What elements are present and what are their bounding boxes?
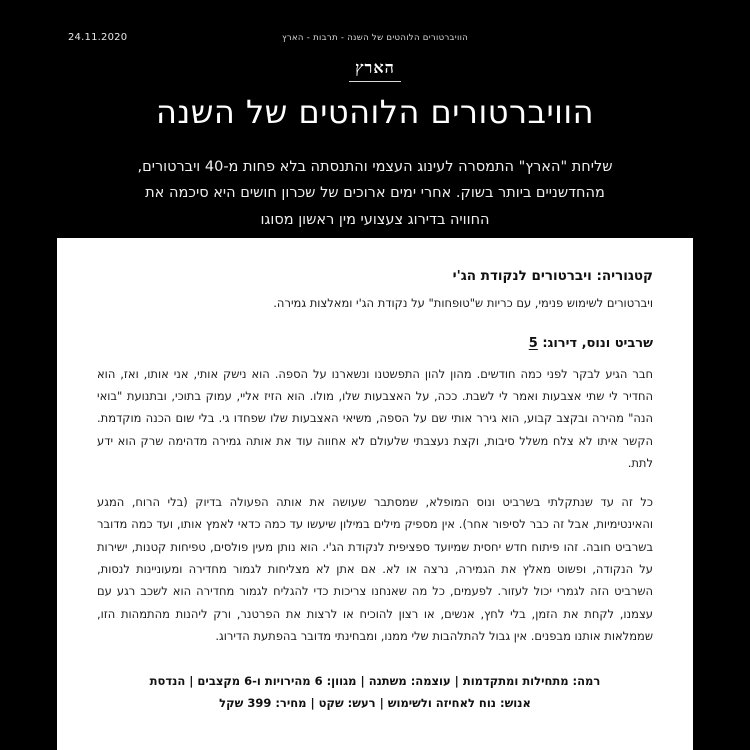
page-breadcrumb-title: הוויברטורים הלוהטים של השנה - תרבות - הארץ xyxy=(281,33,469,43)
haaretz-logo[interactable]: הארץ xyxy=(355,58,395,77)
article-paragraph: חבר הגיע לבקר לפני כמה חודשים. מהון להון התפשטנו ונשארנו על הספה. הוא נישק אותי, אני אותו, ואז, הוא החדיר לי שתי אצבעות ואמר לי לשבת. ככה, על האצבעות שלו, מולו. הוא הזיז אליי, עמוק בתוכי, ובתנועת "בואי הנה" מהירה ובקצב קבוע, הוא גירר אותי שם על הספה, משיאי האצבעות שלו שפחדו גי. בלי שום הכנה מוקדמת. הקשר איתו לא צלח משלל סיבות, וקצת נעצבתי שלעולם לא אחווה עוד את אותה גמירה מדהימה שרק הוא ידע לתת. xyxy=(97,366,653,471)
product-rating-score: 5 xyxy=(528,335,538,351)
product-rating-label: שרביט ונוס, דירוג: xyxy=(542,335,653,351)
browser-print-header xyxy=(0,0,750,55)
product-specs xyxy=(97,670,653,715)
print-date: 24.11.2020 xyxy=(68,32,128,43)
category-description: ויברטורים לשימוש פנימי, עם כריות ש"טופחות" על נקודת הג'י ומאלצות גמירה. xyxy=(273,296,653,310)
article-body-sheet xyxy=(57,238,693,750)
page-title: הוויברטורים הלוהטים של השנה xyxy=(155,93,594,131)
category-heading: קטגוריה: ויברטורים לנקודת הג'י xyxy=(452,268,653,284)
product-specs-line: רמה: מתחילות ומתקדמות | עוצמה: משתנה | מגוון: 6 מהירויות ו-6 מקצבים | הנדסת xyxy=(149,673,601,688)
masthead xyxy=(0,58,750,78)
article-paragraph: כל זה עד שנתקלתי בשרביט ונוס המופלא, שמסתבר שעושה את אותה הפעולה בדיוק (בלי הרוח, המגע והאינטימיות, אבל זה כבר לסיפור אחר). אין מספיק מילים במילון שיעשו עד כמה כדאי לאמץ אותו, ועד כמה מדובר בשרביט חובה. זהו פיתוח חדש יחסית שמיועד ספציפית לנקודת הג'י. הוא נותן מעין פולסים, טפיחות קטנות, ישירות על הנקודה, ופשוט מאלץ את הגמירה, נרצה או לא. אם אתן לא מצליחות לגמור מחדירה ומעוניינות לנסות, השרביט הזה לגמרי יכול לעזור. לפעמים, כל מה שאנחנו צריכות כדי להגליח לגמור מחדירה הוא לשכב רגע עם עצמנו, לקחת את הזמן, בלי לחץ, אנשים, או רצון להוכיח או לרצות את הפרטנר, ורק ליהנות מהתמהות הזו, שממלאות אותנו מבפנים. אין גבול להתלהבות שלי ממנו, ומבחינתי מדובר בהפתעת הדירוג. xyxy=(97,494,653,644)
product-specs-line: אנוש: נוח לאחיזה ולשימוש | רעש: שקט | מחיר: 399 שקל xyxy=(219,696,531,711)
hero-section xyxy=(0,92,750,234)
article-deck: שליחת "הארץ" התמסרה לעינוג העצמי והתנסתה בלא פחות מ-40 ויברטורים, מהחדשניים ביותר בשוק. אחרי ימים ארוכים של שכרון חושים היא סיכמה את החוויה בדירוג צעצועי מין ראשון מסוגו xyxy=(137,158,613,229)
product-rating-heading xyxy=(97,336,653,351)
